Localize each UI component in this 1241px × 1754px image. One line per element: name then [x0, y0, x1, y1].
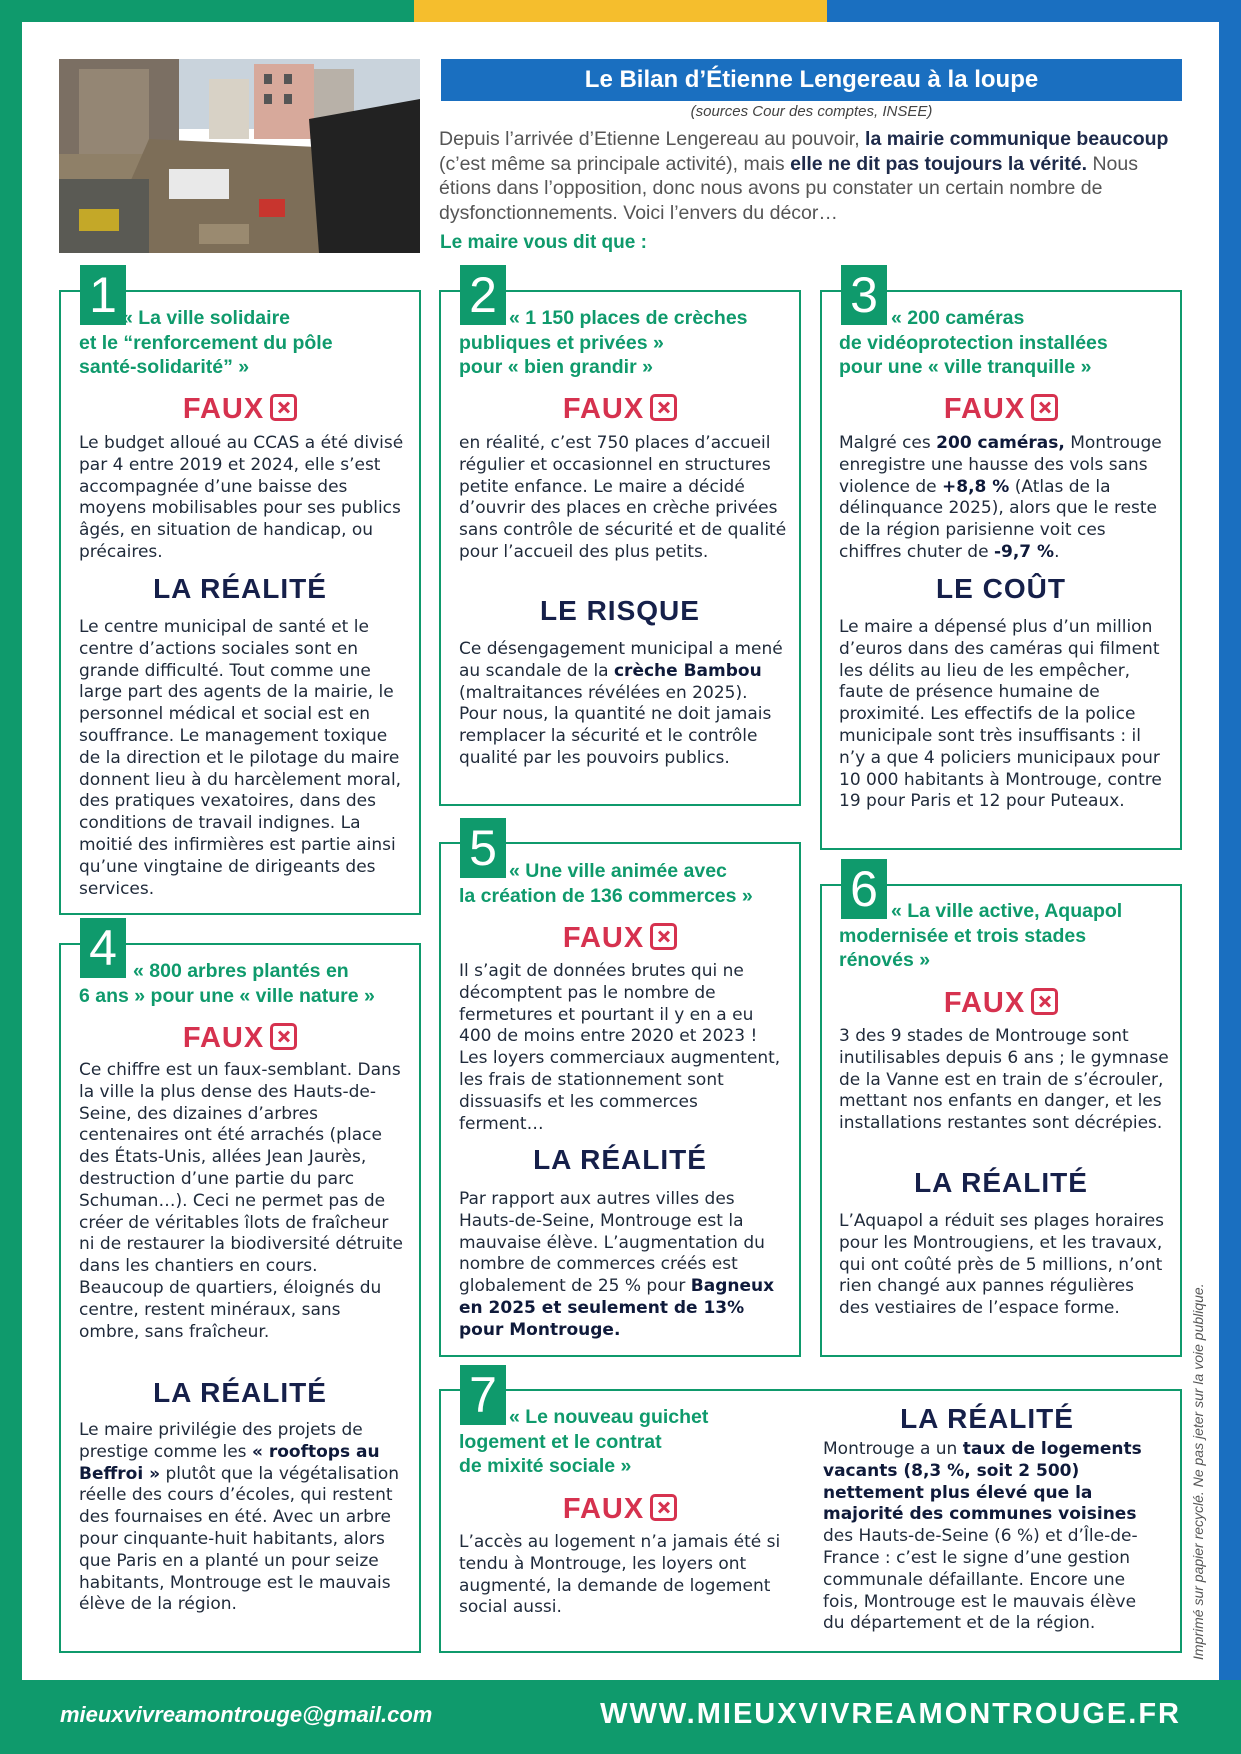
- card-4-reality-text: Le maire privilégie des projets de prestige comme les « rooftops au Beffroi » plutôt que la végétalisation réelle des cours d’écoles, qui restent des fournaises en été. Avec un arbre pour cinquante-huit habitants, alors que Paris en a planté un pour seize habitants, Montrouge est le mauvais élève de la région.: [79, 1420, 400, 1615]
- card-6-faux-text: 3 des 9 stades de Montrouge sont inutilisables depuis 6 ans ; le gymnase de la Vanne est en train de s’écrouler, mettant nos enfants en danger, et les installations restantes sont décrépies.: [839, 1026, 1169, 1134]
- page-title: Le Bilan d’Étienne Lengereau à la loupe: [441, 59, 1182, 101]
- cross-box-icon: [650, 394, 677, 421]
- mayor-says-label: Le maire vous dit que :: [440, 232, 647, 253]
- cross-box-icon: [650, 1494, 677, 1521]
- card-3-cost-text: Le maire a dépensé plus d’un million d’euros dans des caméras qui filment les délits au lieu de les empêcher, faute de présence humaine de proximité. Les effectifs de la police municipale sont très insuffisants : il n’y a que 4 policiers municipaux pour 10 000 habitants à Montrouge, contre 19 pour Paris et 12 pour Puteaux.: [839, 617, 1162, 812]
- card-3-claim: « 200 caméras de vidéoprotection installées pour une « ville tranquille »: [839, 307, 1108, 378]
- card-2-faux-text: en réalité, c’est 750 places d’accueil régulier et occasionnel en structures petite enfance. Le maire a décidé d’ouvrir des places en crèche privées sans contrôle de sécurité et de qualité pour l’accueil des plus petits.: [459, 433, 787, 562]
- card-5-reality-text: Par rapport aux autres villes des Hauts-de-Seine, Montrouge est la mauvaise élève. L’augmentation du nombre de commerces créés est globalement de 25 % pour Bagneux en 2025 et seulement de 13% pour Montrouge.: [459, 1189, 775, 1340]
- top-stripe-blue: [827, 0, 1241, 22]
- card-3-number: 3: [841, 265, 887, 325]
- card-6-heading: LA RÉALITÉ: [914, 1167, 1088, 1198]
- card-5-faux-label: FAUX: [439, 922, 801, 955]
- card-2-faux-label: FAUX: [439, 393, 801, 426]
- card-4-heading: LA RÉALITÉ: [153, 1377, 327, 1408]
- top-stripe-green: [0, 0, 414, 22]
- card-4-claim: « 800 arbres plantés en 6 ans » pour une « ville nature »: [79, 960, 375, 1007]
- sources-note: (sources Cour des comptes, INSEE): [690, 103, 933, 120]
- card-2-heading: LE RISQUE: [540, 595, 700, 626]
- construction-site-photo: [59, 59, 420, 253]
- footer-website[interactable]: WWW.MIEUXVIVREAMONTROUGE.FR: [600, 1698, 1181, 1730]
- card-5-number: 5: [460, 818, 506, 878]
- card-7-faux-text: L’accès au logement n’a jamais été si tendu à Montrouge, les loyers ont augmenté, la demande de logement social aussi.: [459, 1532, 781, 1618]
- frame-right: [1219, 0, 1241, 1754]
- card-1-reality-text: Le centre municipal de santé et le centre d’actions sociales sont en grande difficulté. Tout comme une large part des agents de la mairie, le personnel médical et social est en souffrance. Le management toxique de la direction et le pilotage du maire donnent lieu à du harcèlement moral, des pratiques vexatoires, dans des conditions de travail indignes. La moitié des infirmières est partie ainsi qu’une vingtaine de dirigeants des services.: [79, 617, 402, 899]
- card-6-number: 6: [841, 859, 887, 919]
- card-7-faux-label: FAUX: [439, 1493, 801, 1526]
- card-3-faux-text: Malgré ces 200 caméras, Montrouge enregistre une hausse des vols sans violence de +8,8 % (Atlas de la délinquance 2025), alors que le reste de la région parisienne voit ces chiffres chuter de -9,7 %.: [839, 433, 1162, 562]
- card-2-risk-text: Ce désengagement municipal a mené au scandale de la crèche Bambou (maltraitances révélées en 2025). Pour nous, la quantité ne doit jamais remplacer la sécurité et le contrôle qualité par les pouvoirs publics.: [459, 639, 783, 768]
- card-6-reality-text: L’Aquapol a réduit ses plages horaires pour les Montrougiens, et les travaux, qui ont coûté près de 5 millions, n’ont rien changé aux pannes régulières des vestiaires de l’espace forme.: [839, 1211, 1165, 1319]
- card-1-faux-text: Le budget alloué au CCAS a été divisé par 4 entre 2019 et 2024, elle s’est accompagnée d’une baisse des moyens mobilisables pour ses publics âgés, en situation de handicap, ou précaires.: [79, 433, 404, 562]
- card-3-heading: LE COÛT: [936, 573, 1066, 604]
- recycled-paper-note: Imprimé sur papier recyclé. Ne pas jeter sur la voie publique.: [1190, 1283, 1206, 1660]
- card-1-heading: LA RÉALITÉ: [153, 573, 327, 604]
- card-6-claim: « La ville active, Aquapol modernisée et trois stades rénovés »: [839, 900, 1123, 971]
- card-5-faux-text: Il s’agit de données brutes qui ne décomptent pas le nombre de fermetures et pourtant il y en a eu 400 de moins entre 2020 et 2023 ! Les loyers commerciaux augmentent, les frais de stationnement sont dissuasifs et les commerces ferment…: [459, 961, 781, 1134]
- footer: [0, 1680, 1241, 1754]
- footer-email[interactable]: mieuxvivreamontrouge@gmail.com: [60, 1702, 433, 1727]
- card-7-number: 7: [460, 1365, 506, 1425]
- cross-box-icon: [1031, 988, 1058, 1015]
- card-6-faux-label: FAUX: [820, 987, 1182, 1020]
- card-5-claim: « Une ville animée avec la création de 136 commerces »: [459, 860, 753, 907]
- card-7-heading: LA RÉALITÉ: [900, 1403, 1074, 1434]
- card-5-heading: LA RÉALITÉ: [533, 1144, 707, 1175]
- card-1-number: 1: [80, 265, 126, 325]
- intro-paragraph: Depuis l’arrivée d’Etienne Lengereau au pouvoir, la mairie communique beaucoup (c’est même sa principale activité), mais elle ne dit pas toujours la vérité. Nous étions dans l’opposition, donc nous avons pu constater un certain nombre de dysfonctionnements. Voici l’envers du décor…: [439, 128, 1169, 224]
- cross-box-icon: [270, 394, 297, 421]
- card-4-faux-label: FAUX: [59, 1022, 421, 1055]
- cross-box-icon: [1031, 394, 1058, 421]
- cross-box-icon: [650, 923, 677, 950]
- card-7-reality-text: Montrouge a un taux de logements vacants (8,3 %, soit 2 500) nettement plus élevé que la majorité des communes voisines des Hauts-de-Seine (6 %) et d’Île-de-France : c’est le signe d’une gestion communale défaillante. Encore une fois, Montrouge est le mauvais élève du département et de la région.: [823, 1439, 1142, 1634]
- cross-box-icon: [270, 1023, 297, 1050]
- card-2-number: 2: [460, 265, 506, 325]
- card-7-claim: « Le nouveau guichet logement et le contrat de mixité sociale »: [459, 1406, 709, 1477]
- card-4-faux-text: Ce chiffre est un faux-semblant. Dans la ville la plus dense des Hauts-de-Seine, des dizaines d’arbres centenaires ont été arrachés (place des États-Unis, allées Jean Jaurès, destruction d’une partie du parc Schuman…). Ceci ne permet pas de créer de véritables îlots de fraîcheur ni de restaurer la biodiversité détruite dans les chantiers en cours. Beaucoup de quartiers, éloignés du centre, restent minéraux, sans ombre, sans fraîcheur.: [79, 1060, 403, 1342]
- frame-left: [0, 0, 22, 1754]
- card-1-claim: « La ville solidaire et le “renforcement du pôle santé-solidarité” »: [79, 307, 333, 378]
- top-stripe-yellow: [414, 0, 827, 22]
- card-3-faux-label: FAUX: [820, 393, 1182, 426]
- card-1-faux-label: FAUX: [59, 393, 421, 426]
- card-4-number: 4: [80, 918, 126, 978]
- card-2-claim: « 1 150 places de crèches publiques et privées » pour « bien grandir »: [459, 307, 748, 378]
